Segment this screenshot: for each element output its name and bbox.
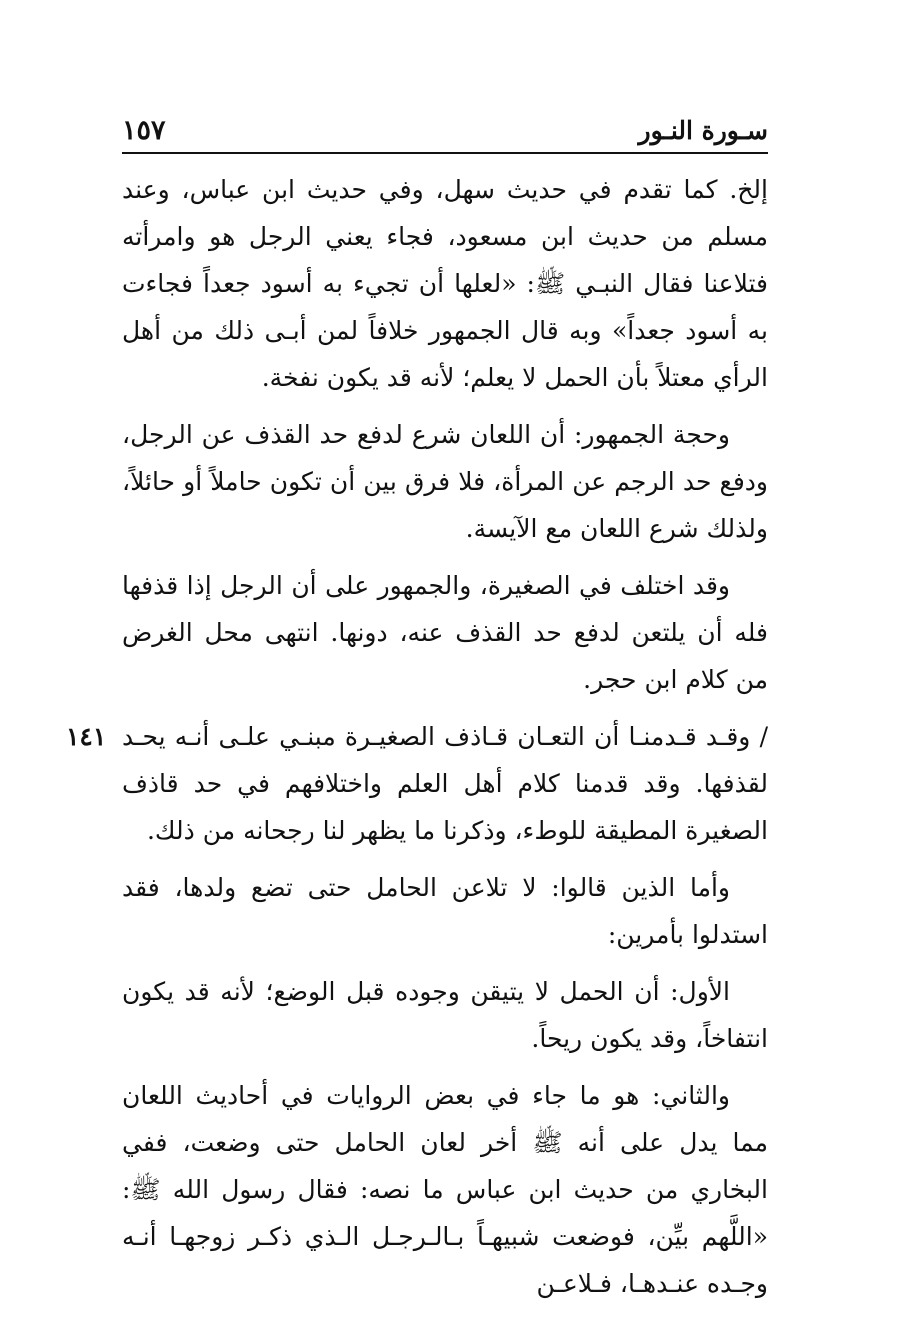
paragraph-5: وأما الذين قالوا: لا تلاعن الحامل حتى تضع ولدها، فقد استدلوا بأمرين: xyxy=(122,873,768,949)
surah-title: سـورة النـور xyxy=(638,116,768,145)
page-number: ١٥٧ xyxy=(122,115,166,146)
header-divider xyxy=(122,152,768,154)
paragraph-4: / وقـد قـدمنـا أن التعـان قـاذف الصغيـرة مبنـي علـى أنـه يحـد لقذفها. وقد قدمنا كلام أهل العلم واختلافهم في حد قاذف الصغيرة المطيقة للوطء، وذكرنا ما يظهر لنا رجحانه من ذلك. xyxy=(122,722,768,845)
paragraph-2: وحجة الجمهور: أن اللعان شرع لدفع حد القذف عن الرجل، ودفع حد الرجم عن المرأة، فلا فرق بين أن تكون حاملاً أو حائلاً، ولذلك شرع اللعان مع الآيسة. xyxy=(122,420,768,543)
paragraph-6: الأول: أن الحمل لا يتيقن وجوده قبل الوضع؛ لأنه قد يكون انتفاخاً، وقد يكون ريحاً. xyxy=(122,977,768,1053)
page-header xyxy=(122,112,768,152)
margin-page-number: ١٤١ xyxy=(66,722,107,751)
paragraph-4-block xyxy=(66,713,768,854)
paragraph-3: وقد اختلف في الصغيرة، والجمهور على أن الرجل إذا قذفها فله أن يلتعن لدفع حد القذف عنه، دونها. انتهى محل الغرض من كلام ابن حجر. xyxy=(122,571,768,694)
paragraph-7: والثاني: هو ما جاء في بعض الروايات في أحاديث اللعان مما يدل على أنه ﷺ أخر لعان الحامل حتى وضعت، ففي البخاري من حديث ابن عباس ما نصه: فقال رسول الله ﷺ: «اللَّهم بيِّن، فوضعت شبيهـاً بـالـرجـل الـذي ذكـر زوجهـا أنـه وجـده عنـدهـا، فـلاعـن xyxy=(122,1081,768,1298)
paragraph-1: إلخ. كما تقدم في حديث سهل، وفي حديث ابن عباس، وعند مسلم من حديث ابن مسعود، فجاء يعني الرجل هو وامرأته فتلاعنا فقال النبـي ﷺ: «لعلها أن تجيء به أسود جعداً فجاءت به أسود جعداً» وبه قال الجمهور خلافاً لمن أبـى ذلك من أهل الرأي معتلاً بأن الحمل لا يعلم؛ لأنه قد يكون نفخة. xyxy=(122,175,768,392)
body-text xyxy=(66,166,768,1317)
